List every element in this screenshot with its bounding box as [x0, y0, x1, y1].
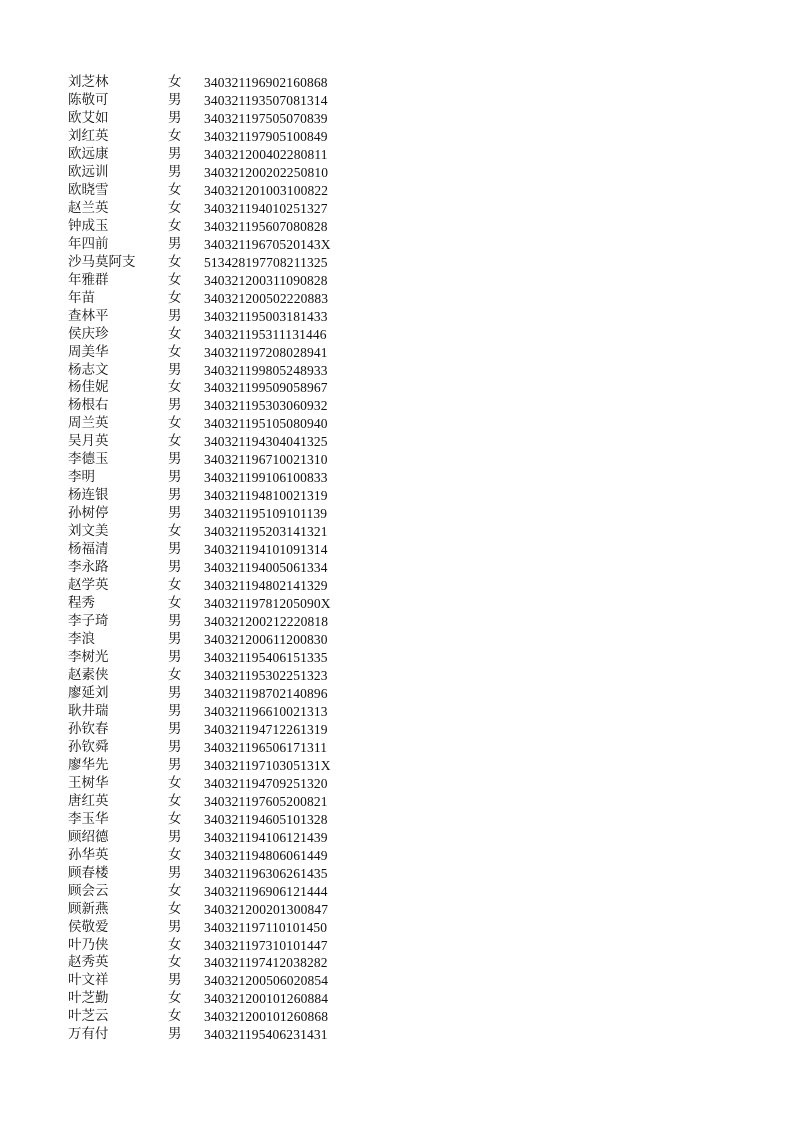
gender-cell: 女 [168, 217, 182, 234]
gender-cell: 女 [168, 415, 182, 432]
name-cell: 李子琦 [68, 613, 109, 630]
gender-cell: 男 [168, 307, 182, 324]
table-row [68, 829, 331, 847]
id-number-cell: 340321199106100833 [204, 470, 328, 486]
name-cell: 年雅群 [68, 271, 109, 288]
id-number-cell: 34032119710305131X [204, 757, 331, 773]
id-number-cell: 340321194005061334 [204, 560, 328, 576]
gender-cell: 男 [168, 559, 182, 576]
id-number-cell: 340321194810021319 [204, 488, 328, 504]
name-cell: 顾绍德 [68, 828, 109, 845]
gender-cell: 女 [168, 289, 182, 306]
id-number-cell: 340321195406231431 [204, 1027, 328, 1043]
table-row [68, 469, 331, 487]
table-row [68, 344, 331, 362]
table-row [68, 919, 331, 937]
table-row [68, 667, 331, 685]
name-cell: 赵兰英 [68, 199, 109, 216]
gender-cell: 女 [168, 127, 182, 144]
gender-cell: 女 [168, 936, 182, 953]
name-cell: 年苗 [68, 289, 95, 306]
name-cell: 赵秀英 [68, 954, 109, 971]
table-row [68, 254, 331, 272]
table-row [68, 290, 331, 308]
gender-cell: 男 [168, 541, 182, 558]
id-number-cell: 340321195203141321 [204, 524, 328, 540]
name-cell: 欧远训 [68, 163, 109, 180]
gender-cell: 男 [168, 145, 182, 162]
id-number-cell: 340321194802141329 [204, 578, 328, 594]
id-number-cell: 340321194101091314 [204, 542, 328, 558]
table-row [68, 577, 331, 595]
gender-cell: 女 [168, 379, 182, 396]
table-row [68, 954, 331, 972]
table-row [68, 721, 331, 739]
gender-cell: 女 [168, 271, 182, 288]
id-number-cell: 340321197310101447 [204, 937, 328, 953]
name-cell: 侯庆珍 [68, 325, 109, 342]
name-cell: 杨志文 [68, 361, 109, 378]
table-row [68, 362, 331, 380]
id-number-cell: 340321197905100849 [204, 128, 328, 144]
gender-cell: 女 [168, 666, 182, 683]
name-cell: 李德玉 [68, 451, 109, 468]
table-row [68, 379, 331, 397]
table-row [68, 92, 331, 110]
id-number-cell: 340321195302251323 [204, 667, 328, 683]
id-number-cell: 340321195607080828 [204, 218, 328, 234]
table-row [68, 847, 331, 865]
table-row [68, 757, 331, 775]
gender-cell: 女 [168, 433, 182, 450]
gender-cell: 男 [168, 361, 182, 378]
table-row [68, 146, 331, 164]
table-row [68, 793, 331, 811]
table-row [68, 739, 331, 757]
name-cell: 顾新燕 [68, 900, 109, 917]
gender-cell: 男 [168, 235, 182, 252]
gender-cell: 男 [168, 109, 182, 126]
id-number-cell: 340321196710021310 [204, 452, 328, 468]
id-number-cell: 340321197208028941 [204, 344, 328, 360]
table-row [68, 883, 331, 901]
table-row [68, 74, 331, 92]
table-row [68, 685, 331, 703]
name-cell: 廖延刘 [68, 684, 109, 701]
id-number-cell: 340321200311090828 [204, 272, 328, 288]
name-cell: 侯敬爱 [68, 918, 109, 935]
table-row [68, 433, 331, 451]
name-cell: 孙钦舜 [68, 738, 109, 755]
name-cell: 刘红英 [68, 127, 109, 144]
name-cell: 周兰英 [68, 415, 109, 432]
gender-cell: 男 [168, 720, 182, 737]
gender-cell: 女 [168, 74, 182, 90]
id-number-cell: 340321200506020854 [204, 973, 329, 989]
id-number-cell: 340321194106121439 [204, 829, 328, 845]
name-cell: 顾会云 [68, 882, 109, 899]
gender-cell: 男 [168, 91, 182, 108]
table-row [68, 308, 331, 326]
id-number-cell: 340321200202250810 [204, 164, 329, 180]
name-cell: 杨佳妮 [68, 379, 109, 396]
gender-cell: 男 [168, 613, 182, 630]
name-cell: 查林平 [68, 307, 109, 324]
gender-cell: 男 [168, 738, 182, 755]
gender-cell: 男 [168, 828, 182, 845]
name-cell: 赵学英 [68, 577, 109, 594]
table-row [68, 487, 331, 505]
id-number-cell: 340321198702140896 [204, 685, 328, 701]
gender-cell: 女 [168, 523, 182, 540]
name-cell: 孙钦春 [68, 720, 109, 737]
table-row [68, 865, 331, 883]
name-cell: 孙树停 [68, 505, 109, 522]
name-cell: 廖华先 [68, 756, 109, 773]
gender-cell: 男 [168, 918, 182, 935]
name-cell: 年四前 [68, 235, 109, 252]
name-cell: 刘芝林 [68, 74, 109, 90]
id-number-cell: 340321200611200830 [204, 632, 328, 648]
name-cell: 陈敬可 [68, 91, 109, 108]
name-cell: 李浪 [68, 631, 95, 648]
table-row [68, 326, 331, 344]
table-row [68, 559, 331, 577]
gender-cell: 女 [168, 325, 182, 342]
gender-cell: 女 [168, 792, 182, 809]
id-number-cell: 340321196902160868 [204, 75, 328, 90]
name-cell: 叶乃侠 [68, 936, 109, 953]
table-row [68, 541, 331, 559]
table-row [68, 595, 331, 613]
id-number-cell: 340321194806061449 [204, 847, 328, 863]
id-number-cell: 340321196306261435 [204, 865, 328, 881]
name-cell: 叶芝勤 [68, 990, 109, 1007]
gender-cell: 男 [168, 702, 182, 719]
table-row [68, 523, 331, 541]
table-row [68, 937, 331, 955]
name-cell: 钟成玉 [68, 217, 109, 234]
gender-cell: 女 [168, 810, 182, 827]
name-cell: 万有付 [68, 1026, 109, 1043]
table-row [68, 200, 331, 218]
name-cell: 程秀 [68, 595, 95, 612]
table-row [68, 649, 331, 667]
gender-cell: 男 [168, 397, 182, 414]
gender-cell: 女 [168, 900, 182, 917]
id-number-cell: 340321197505070839 [204, 110, 328, 126]
name-cell: 王树华 [68, 774, 109, 791]
table-row [68, 811, 331, 829]
id-number-cell: 340321195105080940 [204, 416, 328, 432]
name-cell: 耿井瑞 [68, 702, 109, 719]
id-number-cell: 340321195303060932 [204, 398, 328, 414]
id-number-cell: 340321200101260884 [204, 991, 329, 1007]
id-number-cell: 340321199509058967 [204, 380, 328, 396]
id-number-cell: 340321197412038282 [204, 955, 328, 971]
table-row [68, 236, 331, 254]
table-row [68, 1026, 331, 1044]
id-number-cell: 340321196610021313 [204, 703, 328, 719]
name-cell: 杨根右 [68, 397, 109, 414]
gender-cell: 男 [168, 505, 182, 522]
id-number-cell: 340321193507081314 [204, 92, 328, 108]
id-number-cell: 340321200101260868 [204, 1009, 329, 1025]
name-cell: 刘文美 [68, 523, 109, 540]
id-number-cell: 340321194605101328 [204, 811, 328, 827]
id-number-cell: 340321195311131446 [204, 326, 327, 342]
name-cell: 叶芝云 [68, 1008, 109, 1025]
table-row [68, 128, 331, 146]
id-number-cell: 340321200212220818 [204, 614, 329, 630]
gender-cell: 男 [168, 469, 182, 486]
gender-cell: 女 [168, 253, 182, 270]
name-cell: 欧晓雪 [68, 181, 109, 198]
name-cell: 欧艾如 [68, 109, 109, 126]
name-cell: 欧远康 [68, 145, 109, 162]
gender-cell: 女 [168, 199, 182, 216]
table-row [68, 505, 331, 523]
name-cell: 杨连银 [68, 487, 109, 504]
gender-cell: 男 [168, 451, 182, 468]
gender-cell: 男 [168, 163, 182, 180]
gender-cell: 女 [168, 846, 182, 863]
name-cell: 周美华 [68, 343, 109, 360]
table-row [68, 631, 331, 649]
gender-cell: 女 [168, 595, 182, 612]
gender-cell: 男 [168, 864, 182, 881]
id-number-cell: 340321199805248933 [204, 362, 328, 378]
gender-cell: 男 [168, 649, 182, 665]
id-number-cell: 513428197708211325 [204, 254, 328, 270]
id-number-cell: 340321196906121444 [204, 883, 328, 899]
table-row [68, 397, 331, 415]
table-row [68, 110, 331, 128]
id-number-cell: 340321196506171311 [204, 739, 328, 755]
id-number-cell: 340321195406151335 [204, 650, 328, 665]
id-number-cell: 340321201003100822 [204, 182, 329, 198]
table-row [68, 218, 331, 236]
name-cell: 沙马莫阿支 [68, 253, 136, 270]
name-cell: 赵素侠 [68, 666, 109, 683]
table-row [68, 164, 331, 182]
id-number-cell: 340321194709251320 [204, 775, 328, 791]
name-cell: 吴月英 [68, 433, 109, 450]
table-row [68, 272, 331, 290]
table-row [68, 972, 331, 990]
gender-cell: 男 [168, 684, 182, 701]
name-cell: 杨福清 [68, 541, 109, 558]
id-number-cell: 340321194010251327 [204, 200, 328, 216]
name-cell: 唐红英 [68, 792, 109, 809]
name-cell: 孙华英 [68, 846, 109, 863]
gender-cell: 女 [168, 343, 182, 360]
table-row [68, 901, 331, 919]
records-table [68, 74, 331, 1044]
name-cell: 李永路 [68, 559, 109, 576]
gender-cell: 女 [168, 1008, 182, 1025]
table-row [68, 703, 331, 721]
gender-cell: 男 [168, 1026, 182, 1043]
id-number-cell: 340321197110101450 [204, 919, 328, 935]
table-row [68, 613, 331, 631]
gender-cell: 男 [168, 631, 182, 648]
gender-cell: 女 [168, 181, 182, 198]
id-number-cell: 340321197605200821 [204, 793, 328, 809]
id-number-cell: 340321200502220883 [204, 290, 329, 306]
table-row [68, 990, 331, 1008]
id-number-cell: 34032119670520143X [204, 236, 331, 252]
name-cell: 叶文祥 [68, 972, 109, 989]
gender-cell: 男 [168, 756, 182, 773]
id-number-cell: 340321200402280811 [204, 146, 328, 162]
id-number-cell: 340321195003181433 [204, 308, 328, 324]
id-number-cell: 34032119781205090X [204, 596, 331, 612]
table-row [68, 182, 331, 200]
gender-cell: 女 [168, 954, 182, 971]
gender-cell: 女 [168, 577, 182, 594]
table-row [68, 451, 331, 469]
id-number-cell: 340321194712261319 [204, 721, 328, 737]
id-number-cell: 340321194304041325 [204, 434, 328, 450]
id-number-cell: 340321200201300847 [204, 901, 329, 917]
gender-cell: 男 [168, 972, 182, 989]
name-cell: 李明 [68, 469, 95, 486]
table-row [68, 1008, 331, 1026]
gender-cell: 女 [168, 882, 182, 899]
name-cell: 李树光 [68, 649, 109, 665]
name-cell: 顾春楼 [68, 864, 109, 881]
id-number-cell: 340321195109101139 [204, 506, 328, 522]
gender-cell: 女 [168, 990, 182, 1007]
table-row [68, 415, 331, 433]
gender-cell: 女 [168, 774, 182, 791]
name-cell: 李玉华 [68, 810, 109, 827]
table-row [68, 775, 331, 793]
gender-cell: 男 [168, 487, 182, 504]
